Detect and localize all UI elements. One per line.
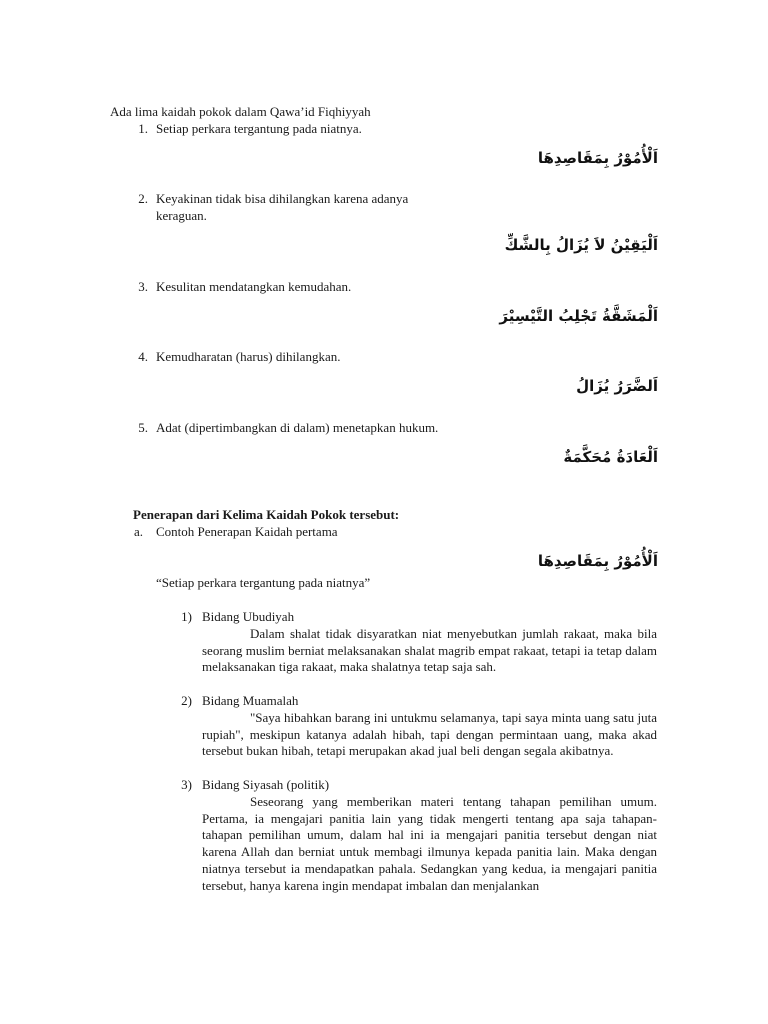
arabic-maxim: اَلضَّرَرُ يُزَالُ (576, 377, 658, 395)
item-title: Bidang Muamalah (202, 693, 299, 708)
item-body (202, 794, 657, 894)
intro-text: Ada lima kaidah pokok dalam Qawa’id Fiqhiyyah (110, 104, 371, 119)
rule-number: 1. (138, 121, 148, 136)
item-title: Bidang Siyasah (politik) (202, 777, 330, 792)
rule-text: Setiap perkara tergantung pada niatnya. (156, 121, 362, 136)
item-body (202, 626, 657, 676)
item-number: 3) (181, 777, 192, 792)
rule-text: Keyakinan tidak bisa dihilangkan karena adanya keraguan. (156, 191, 409, 223)
item-body-text: Seseorang yang memberikan materi tentang tahapan pemilihan umum. Pertama, ia mengajari panitia lain yang tidak mengerti tentang apa saja tahapan- tahapan pemilihan umum, dalam hal ini ia mengajari panitia tersebut dengan niat karena Allah dan berniat untuk membagi ilmunya kepada panitia lain. Maka dengan niatnya tersebut ia mendapatkan pahala. Sedangkan yang kedua, ia mengajari panitia tersebut, hanya karena ingin mendapat imbalan dan menjalankan (202, 794, 657, 893)
item-body-text: Dalam shalat tidak disyaratkan niat menyebutkan jumlah rakaat, maka bila seorang muslim berniat melaksanakan shalat magrib empat rakaat, tetapi ia tetap dalam melaksanakan tiga rakaat, maka shalatnya tetap saja sah. (202, 626, 657, 675)
rule-text: Adat (dipertimbangkan di dalam) menetapkan hukum. (156, 420, 439, 435)
item-number: 1) (181, 609, 192, 624)
arabic-maxim: اَلْعَادَةُ مُحَكَّمَةٌ (563, 448, 658, 466)
quote-text: “Setiap perkara tergantung pada niatnya” (156, 575, 371, 590)
item-body (202, 710, 657, 760)
item-number: 2) (181, 693, 192, 708)
rule-number: 2. (138, 191, 148, 206)
sub-title: Contoh Penerapan Kaidah pertama (156, 524, 338, 539)
rule-number: 3. (138, 279, 148, 294)
section-heading: Penerapan dari Kelima Kaidah Pokok tersebut: (133, 507, 400, 522)
sub-marker: a. (133, 524, 143, 539)
item-title: Bidang Ubudiyah (202, 609, 295, 624)
rule-text: Kemudharatan (harus) dihilangkan. (156, 349, 341, 364)
arabic-maxim: اَلْأُمُوْرُ بِمَقَاصِدِهَا (537, 552, 658, 570)
rule-text: Kesulitan mendatangkan kemudahan. (156, 279, 352, 294)
arabic-maxim: اَلْأُمُوْرُ بِمَقَاصِدِهَا (537, 149, 658, 167)
arabic-maxim: اَلْيَقِيْنُ لاَ يُزَالُ بِالشَّكِّ (504, 236, 658, 254)
rule-number: 5. (138, 420, 148, 435)
arabic-maxim: اَلْمَشَقَّةُ تَجْلِبُ التَّيْسِيْرَ (499, 307, 658, 325)
rule-number: 4. (138, 349, 148, 364)
item-body-text: "Saya hibahkan barang ini untukmu selamanya, tapi saya minta uang satu juta rupiah", meskipun katanya adalah hibah, tapi dengan permintaan uang, maka akad tersebut bukan hibah, tetapi merupakan akad jual beli dengan segala akibatnya. (202, 710, 657, 759)
